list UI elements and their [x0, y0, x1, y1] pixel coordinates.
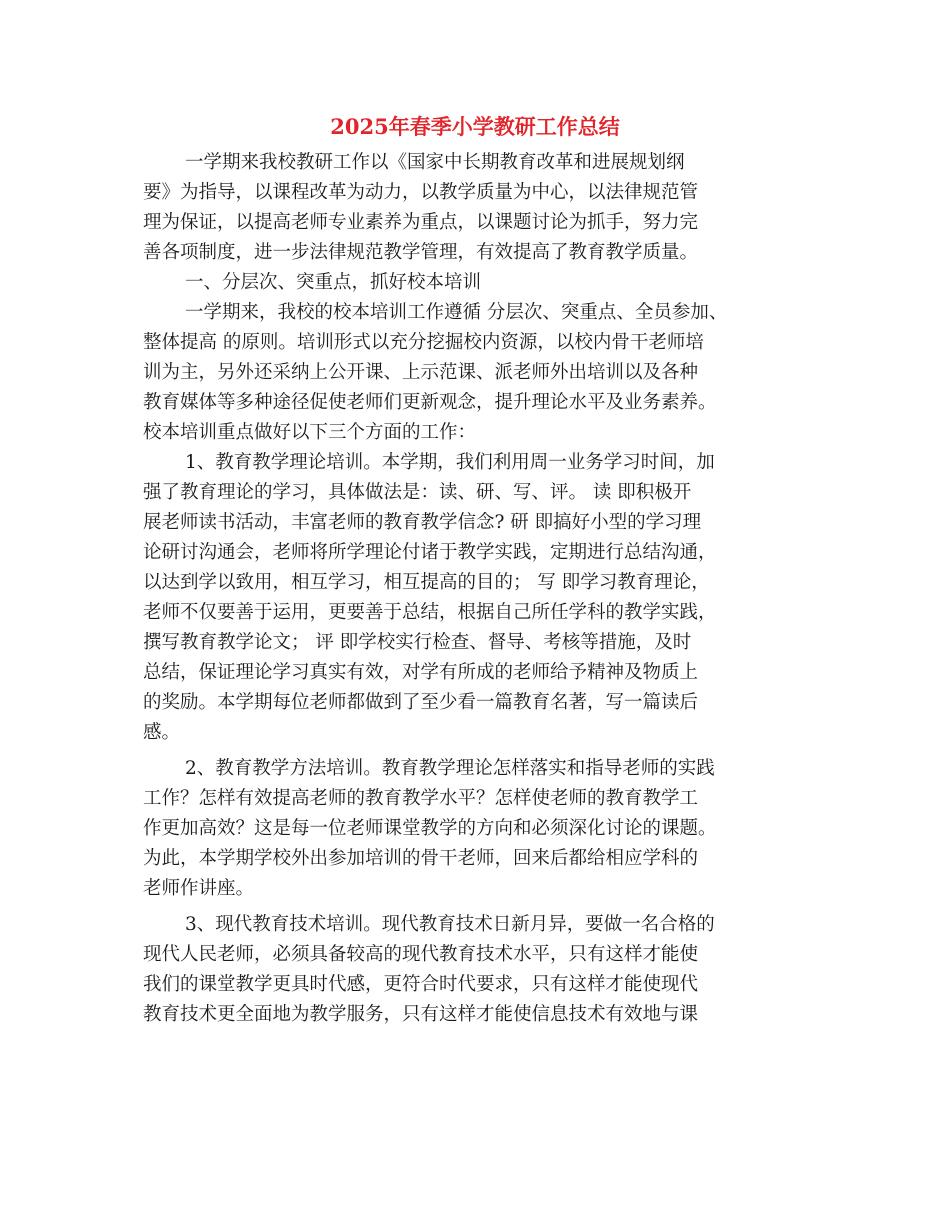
text-line: 一学期来，我校的校本培训工作遵循 分层次、突重点、全员参加、 — [185, 302, 728, 323]
text-line: 强了教育理论的学习，具体做法是：读、研、写、评。 读 即积极开 — [143, 482, 692, 503]
text-line: 以达到学以致用，相互学习，相互提高的目的； 写 即学习教育理论， — [143, 572, 710, 593]
text-line: 作更加高效？这是每一位老师课堂教学的方向和必须深化讨论的课题。 — [143, 818, 717, 839]
paragraph — [143, 448, 815, 748]
text-line: 总结，保证理论学习真实有效，对学有所成的老师给予精神及物质上 — [143, 662, 699, 683]
text-line: 的奖励。本学期每位老师都做到了至少看一篇教育名著，写一篇读后 — [143, 692, 699, 713]
text-line: 现代人民老师，必须具备较高的现代教育技术水平，只有这样才能使 — [143, 944, 699, 965]
text-line: 为此，本学期学校外出参加培训的骨干老师，回来后都给相应学科的 — [143, 848, 699, 869]
text-line: 教育技术更全面地为教学服务，只有这样才能使信息技术有效地与课 — [143, 1004, 699, 1025]
document-title: 2025年春季小学教研工作总结 — [330, 114, 620, 139]
paragraph — [143, 148, 815, 268]
text-line: 我们的课堂教学更具时代感，更符合时代要求，只有这样才能使现代 — [143, 974, 699, 995]
paragraph — [143, 910, 815, 1030]
text-line: 老师作讲座。 — [143, 878, 255, 899]
text-line: 1、教育教学理论培训。本学期，我们利用周一业务学习时间，加 — [185, 452, 715, 473]
text-line: 工作？怎样有效提高老师的教育教学水平？怎样使老师的教育教学工 — [143, 788, 699, 809]
paragraph — [143, 754, 815, 904]
text-line: 教育媒体等多种途径促使老师们更新观念，提升理论水平及业务素养。 — [143, 392, 717, 413]
document-body — [143, 148, 815, 1030]
text-line: 善各项制度，进一步法律规范教学管理，有效提高了教育教学质量。 — [143, 242, 699, 263]
text-line: 2、教育教学方法培训。教育教学理论怎样落实和指导老师的实践 — [185, 758, 715, 779]
text-line: 一、分层次、突重点，抓好校本培训 — [185, 272, 482, 293]
text-line: 老师不仅要善于运用，更要善于总结，根据自己所任学科的教学实践， — [143, 602, 717, 623]
text-line: 要》为指导，以课程改革为动力，以教学质量为中心，以法律规范管 — [143, 182, 699, 203]
paragraph — [143, 298, 815, 448]
text-line: 感。 — [143, 722, 181, 743]
text-line: 训为主，另外还采纳上公开课、上示范课、派老师外出培训以及各种 — [143, 362, 699, 383]
text-line: 3、现代教育技术培训。现代教育技术日新月异，要做一名合格的 — [185, 914, 715, 935]
paragraph — [143, 268, 815, 298]
text-line: 理为保证，以提高老师专业素养为重点，以课题讨论为抓手，努力完 — [143, 212, 699, 233]
text-line: 撰写教育教学论文； 评 即学校实行检查、督导、考核等措施，及时 — [143, 632, 692, 653]
text-line: 校本培训重点做好以下三个方面的工作： — [143, 422, 477, 443]
text-line: 展老师读书活动，丰富老师的教育教学信念? 研 即搞好小型的学习理 — [143, 512, 702, 533]
text-line: 一学期来我校教研工作以《国家中长期教育改革和进展规划纲 — [185, 152, 685, 173]
text-line: 整体提高 的原则。培训形式以充分挖掘校内资源，以校内骨干老师培 — [143, 332, 704, 353]
text-line: 论研讨沟通会，老师将所学理论付诸于教学实践，定期进行总结沟通， — [143, 542, 717, 563]
